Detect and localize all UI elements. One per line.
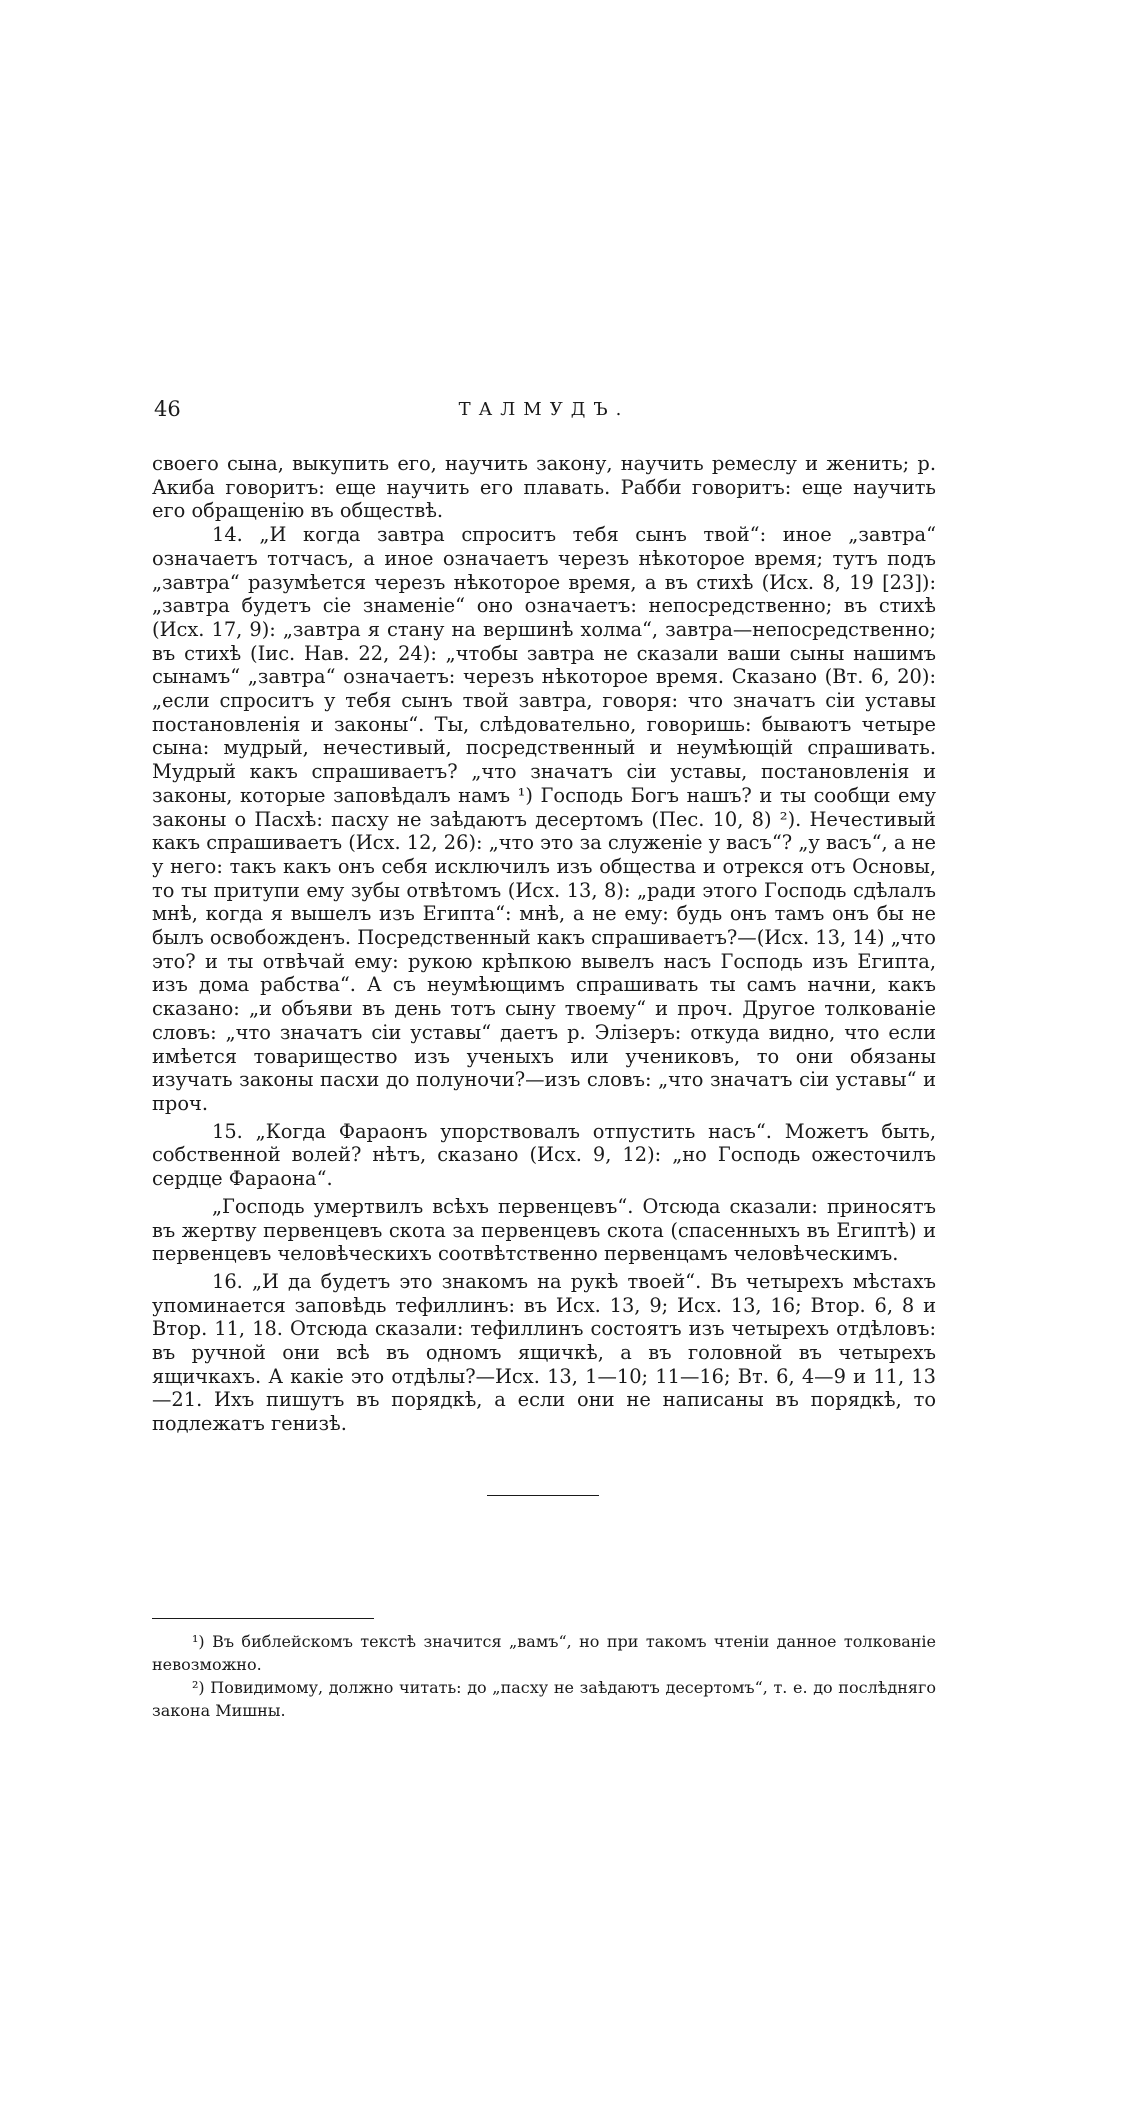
footnotes: [152, 1630, 936, 1722]
page-header: [152, 397, 936, 427]
paragraph: своего сына, выкупить его, научить закону, научить ремеслу и женить; р. Акиба говоритъ: еще научить его плавать. Рабби говоритъ: еще научить его обращенію въ обществѣ.: [152, 452, 936, 523]
paragraph-15: 15. „Когда Фараонъ упорствовалъ отпустить насъ“. Можетъ быть, собственной волей? нѣтъ, сказано (Исх. 9, 12): „но Господь ожесточилъ сердце Фараона“.: [152, 1119, 936, 1191]
paragraph-16: 16. „И да будетъ это знакомъ на рукѣ твоей“. Въ четырехъ мѣстахъ упоминается заповѣдь тефиллинъ: въ Исх. 13, 9; Исх. 13, 16; Втор. 6, 8 и Втор. 11, 18. Отсюда сказали: тефиллинъ состоятъ изъ четырехъ отдѣловъ: въ ручной они всѣ въ одномъ ящичкѣ, а въ головной въ четырехъ ящичкахъ. А какіе это отдѣлы?—Исх. 13, 1—10; 11—16; Вт. 6, 4—9 и 11, 13—21. Ихъ пишутъ въ порядкѣ, а если они не написаны въ порядкѣ, то подлежатъ генизѣ.: [152, 1269, 936, 1436]
running-title: ТАЛМУДЪ.: [458, 399, 630, 420]
main-text: [152, 452, 936, 1436]
footnote-1: ¹) Въ библейскомъ текстѣ значится „вамъ“, но при такомъ чтеніи данное толкованіе невозможно.: [152, 1632, 936, 1674]
page-number: 46: [154, 397, 181, 421]
footnote-2: ²) Повидимому, должно читать: до „пасху не заѣдаютъ десертомъ“, т. е. до послѣдняго закона Мишны.: [152, 1678, 936, 1720]
section-end-rule: [487, 1495, 599, 1496]
paragraph-14: 14. „И когда завтра спроситъ тебя сынъ твой“: иное „завтра“ означаетъ тотчасъ, а иное означаетъ черезъ нѣкоторое время; тутъ подъ „завтра“ разумѣется черезъ нѣкоторое время, а въ стихѣ (Исх. 8, 19 [23]): „завтра будетъ сіе знаменіе“ оно означаетъ: непосредственно; въ стихѣ (Исх. 17, 9): „завтра я стану на вершинѣ холма“, завтра—непосредственно; въ стихѣ (Іис. Нав. 22, 24): „чтобы завтра не сказали ваши сыны нашимъ сынамъ“ „завтра“ означаетъ: черезъ нѣкоторое время. Сказано (Вт. 6, 20): „если спроситъ у тебя сынъ твой завтра, говоря: что значатъ сіи уставы постановленія и законы“. Ты, слѣдовательно, говоришь: бываютъ четыре сына: мудрый, нечестивый, посредственный и неумѣющій спрашивать. Мудрый какъ спрашиваетъ? „что значатъ сіи уставы, постановленія и законы, которые заповѣдалъ намъ ¹) Господь Богъ нашъ? и ты сообщи ему законы о Пасхѣ: пасху не заѣдаютъ десертомъ (Пес. 10, 8) ²). Нечестивый какъ спрашиваетъ (Исх. 12, 26): „что это за служеніе у васъ“? „у васъ“, а не у него: такъ какъ онъ себя исключилъ изъ общества и отрекся отъ Основы, то ты притупи ему зубы отвѣтомъ (Исх. 13, 8): „ради этого Господь сдѣлалъ мнѣ, когда я вышелъ изъ Египта“: мнѣ, а не ему: будь онъ тамъ онъ бы не былъ освобожденъ. Посредственный какъ спрашиваетъ?—(Исх. 13, 14) „что это? и ты отвѣчай ему: рукою крѣпкою вывелъ насъ Господь изъ Египта, изъ дома рабства“. А съ неумѣющимъ спрашивать ты самъ начни, какъ сказано: „и объяви въ день тотъ сыну твоему“ и проч. Другое толкованіе словъ: „что значатъ сіи уставы“ даетъ р. Элізеръ: откуда видно, что если имѣется товарищество изъ ученыхъ или учениковъ, то они обязаны изучать законы пасхи до полуночи?—изъ словъ: „что значатъ сіи уставы“ и проч.: [152, 523, 936, 1115]
paragraph-firstborn: „Господь умертвилъ всѣхъ первенцевъ“. Отсюда сказали: приносятъ въ жертву первенцевъ скота за первенцевъ скота (спасенныхъ въ Египтѣ) и первенцевъ человѣческихъ соотвѣтственно первенцамъ человѣческимъ.: [152, 1194, 936, 1266]
footnote-rule: [152, 1618, 374, 1619]
